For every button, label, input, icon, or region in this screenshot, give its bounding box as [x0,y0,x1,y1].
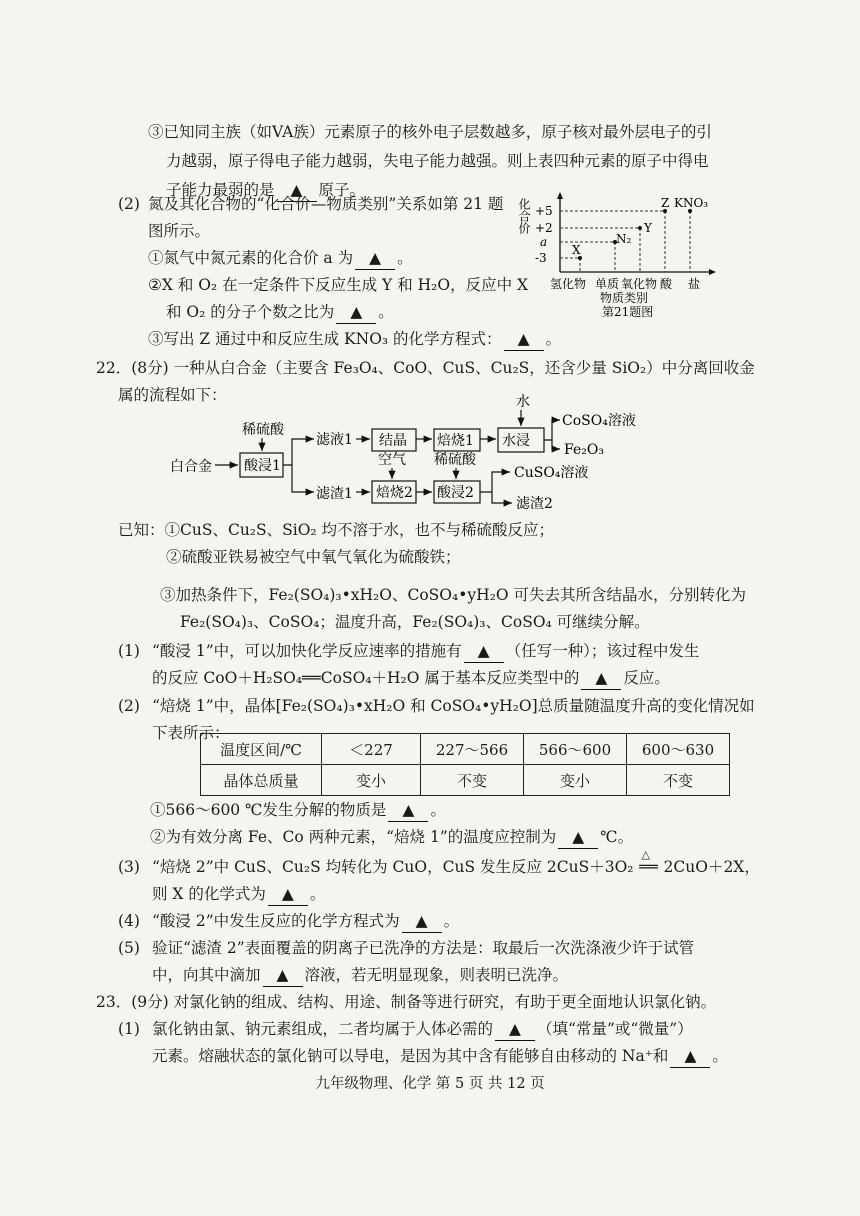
ytick-plus2: +2 [535,221,553,235]
q22-p5-line2: 中，向其中滴加 ▲ 溶液，若无明显现象，则表明已洗净。 [152,964,568,987]
table-cell: ＜227 [322,734,421,765]
q23-p1-num: (1) [118,1020,140,1038]
q22-p2-s1: ①566～600 ℃发生分解的物质是 ▲ 。 [150,799,446,822]
y-axis-arrow [557,192,563,199]
table-cell: 600～630 [627,734,730,765]
flow-fe2o3: Fe₂O₃ [564,442,604,458]
q21-p2-num: (2) [118,195,140,213]
q22-p4-num: (4) [118,912,140,930]
label-KNO3: KNO₃ [674,196,709,210]
flow-start: 白合金 [170,459,212,475]
answer-blank[interactable]: ▲ [464,640,504,663]
flow-filtrate1: 滤液1 [316,432,353,448]
q21-s1: ①氮气中氮元素的化合价 a 为 ▲ 。 [148,247,413,270]
answer-blank[interactable]: ▲ [495,1018,535,1041]
label-Z: Z [661,196,670,210]
q21-p3-line3: 子能力最弱的是 ▲ 原子。 [166,179,365,202]
answer-blank[interactable]: ▲ [268,883,308,906]
q22-p2-line2: 下表所示： [152,724,230,742]
answer-blank[interactable]: ▲ [355,247,395,270]
q22-p1-num: (1) [118,642,140,660]
flow-air: 空气 [378,452,406,468]
page-footer: 九年级物理、化学 第 5 页 共 12 页 [315,1076,545,1092]
q22-known-2: ②硫酸亚铁易被空气中氧气氧化为硫酸铁； [166,548,461,566]
q22-p2-line1: “焙烧 1”中，晶体[Fe₂(SO₄)₃•xH₂O 和 CoSO₄•yH₂O]总质量随温度升高的变化情况如 [152,697,755,715]
flow-residue1: 滤渣1 [316,486,353,502]
answer-blank[interactable]: ▲ [402,910,442,933]
q22-known-3a: ③加热条件下，Fe₂(SO₄)₃•xH₂O、CoSO₄•yH₂O 可失去其所含结晶水，分别转化为 [160,586,746,604]
arrow-to-filtrate1 [283,439,314,465]
table-row [201,765,730,796]
table-cell: 不变 [627,765,730,796]
y-axis-label: 化合价 [517,198,531,234]
heat-symbol: △ [641,848,650,861]
q22-p4: “酸浸 2”中发生反应的化学方程式为 ▲ 。 [152,910,459,933]
table-cell: 变小 [322,765,421,796]
flow-cuso4: CuSO₄溶液 [514,465,589,481]
q21-s3: ③写出 Z 通过中和反应生成 KNO₃ 的化学方程式： ▲ 。 [148,328,561,351]
q22-p1-line2: 的反应 CoO＋H₂SO₄══CoSO₄＋H₂O 属于基本反应类型中的 ▲ 反应。 [152,667,670,690]
arrow-to-cuso4 [480,472,510,492]
mass-temperature-table [200,733,730,796]
q22-p2-num: (2) [118,697,140,715]
box-leach1-label: 酸浸1 [244,458,281,474]
answer-blank[interactable]: ▲ [558,826,598,849]
x-axis-arrow [709,269,716,275]
answer-blank[interactable]: ▲ [388,799,428,822]
q22-known-1: 已知：①CuS、Cu₂S、SiO₂ 均不溶于水，也不与稀硫酸反应； [118,521,555,539]
q22-p5-num: (5) [118,939,140,957]
figure-caption: 第21题图 [602,305,654,319]
box-leach2-label: 酸浸2 [437,485,474,501]
q21-p2-line1: 氮及其化合物的“化合价—物质类别”关系如第 21 题 [148,195,504,213]
ytick-minus3: -3 [535,251,547,265]
flow-acid2: 稀硫酸 [434,452,476,468]
box-roast2-label: 焙烧2 [376,485,413,501]
table-cell: 温度区间/℃ [201,734,322,765]
xtick-oxide: 氧化物 [621,277,658,291]
arrow-to-fe2o3 [552,440,560,449]
x-axis-label: 物质类别 [600,291,649,305]
answer-blank[interactable]: ▲ [336,301,376,324]
q22-p3-line2: 则 X 的化学式为 ▲ 。 [152,883,325,906]
table-cell: 变小 [524,765,627,796]
q21-p3-line2: 力越弱，原子得电子能力越弱，失电子能力越强。则上表四种元素的原子中得电 [166,152,709,170]
valence-category-chart [517,188,720,333]
flow-coso4: CoSO₄溶液 [562,413,636,429]
answer-blank[interactable]: ▲ [504,328,544,351]
flow-residue2: 滤渣2 [516,496,553,512]
table-cell: 227～566 [421,734,524,765]
box-crystal-label: 结晶 [379,433,407,449]
answer-blank[interactable]: ▲ [670,1045,710,1068]
q21-p2-line2: 图所示。 [148,222,211,240]
arrow-to-coso4 [544,420,560,440]
answer-blank[interactable]: ▲ [581,667,621,690]
flow-acid1: 稀硫酸 [242,422,284,438]
q22-known-3b: Fe₂(SO₄)₃、CoSO₄；温度升高，Fe₂(SO₄)₃、CoSO₄ 可继续分解。 [180,613,650,631]
process-flowchart [160,392,700,522]
q22-p2-s2: ②为有效分离 Fe、Co 两种元素，“焙烧 1”的温度应控制为 ▲ ℃。 [150,826,633,849]
box-roast1-label: 焙烧1 [437,433,474,449]
arrow-to-residue1 [292,465,314,492]
q21-p3-line1: ③已知同主族（如VA族）元素原子的核外电子层数越多，原子核对最外层电子的引 [148,123,712,141]
arrow-to-residue2 [492,492,512,503]
table-cell: 不变 [421,765,524,796]
q23-head: 23．(9分) 对氯化钠的组成、结构、用途、制备等进行研究，有助于更全面地认识氯化钠。 [96,993,717,1011]
table-row [201,734,730,765]
q22-head-line1: 22．(8分) 一种从白合金（主要含 Fe₃O₄、CoO、CuS、Cu₂S，还含少量 SiO₂）中分离回收金 [96,359,755,377]
table-cell: 566～600 [524,734,627,765]
q23-p1-line2: 元素。熔融状态的氯化钠可以导电，是因为其中含有能够自由移动的 Na⁺和 ▲ 。 [152,1045,728,1068]
q22-head-line2: 属的流程如下： [118,386,227,404]
ytick-a: a [540,235,548,249]
q21-s2-line1: ②X 和 O₂ 在一定条件下反应生成 Y 和 H₂O，反应中 X [148,276,529,294]
flow-water: 水 [516,394,530,410]
label-N2: N₂ [616,232,632,246]
xtick-salt: 盐 [688,277,701,291]
answer-blank[interactable]: ▲ [277,179,317,202]
q22-p5-line1: 验证“滤渣 2”表面覆盖的阴离子已洗净的方法是：取最后一次洗涤液少许于试管 [152,939,695,957]
box-waterleach-label: 水浸 [502,433,530,449]
label-X: X [572,243,581,257]
point-Y [638,226,642,230]
ytick-plus5: +5 [535,204,553,218]
q22-p3-line1: “焙烧 2”中 CuS、Cu₂S 均转化为 CuO，CuS 发生反应 2CuS＋3O₂ △ ══ 2CuO＋2X， [152,856,760,878]
xtick-element: 单质 [595,277,620,291]
xtick-acid: 酸 [660,277,673,291]
q22-p1-line1: “酸浸 1”中，可以加快化学反应速率的措施有 ▲ （任写一种）；该过程中发生 [152,640,699,663]
answer-blank[interactable]: ▲ [263,964,303,987]
label-Y: Y [644,221,652,235]
q23-p1-line1: 氯化钠由氯、钠元素组成，二者均属于人体必需的 ▲ （填“常量”或“微量”） [152,1018,693,1041]
xtick-hydride: 氢化物 [550,277,587,291]
q21-s2-line2: 和 O₂ 的分子个数之比为 ▲ 。 [166,301,394,324]
q22-p3-num: (3) [118,858,140,876]
table-cell: 晶体总质量 [201,765,322,796]
